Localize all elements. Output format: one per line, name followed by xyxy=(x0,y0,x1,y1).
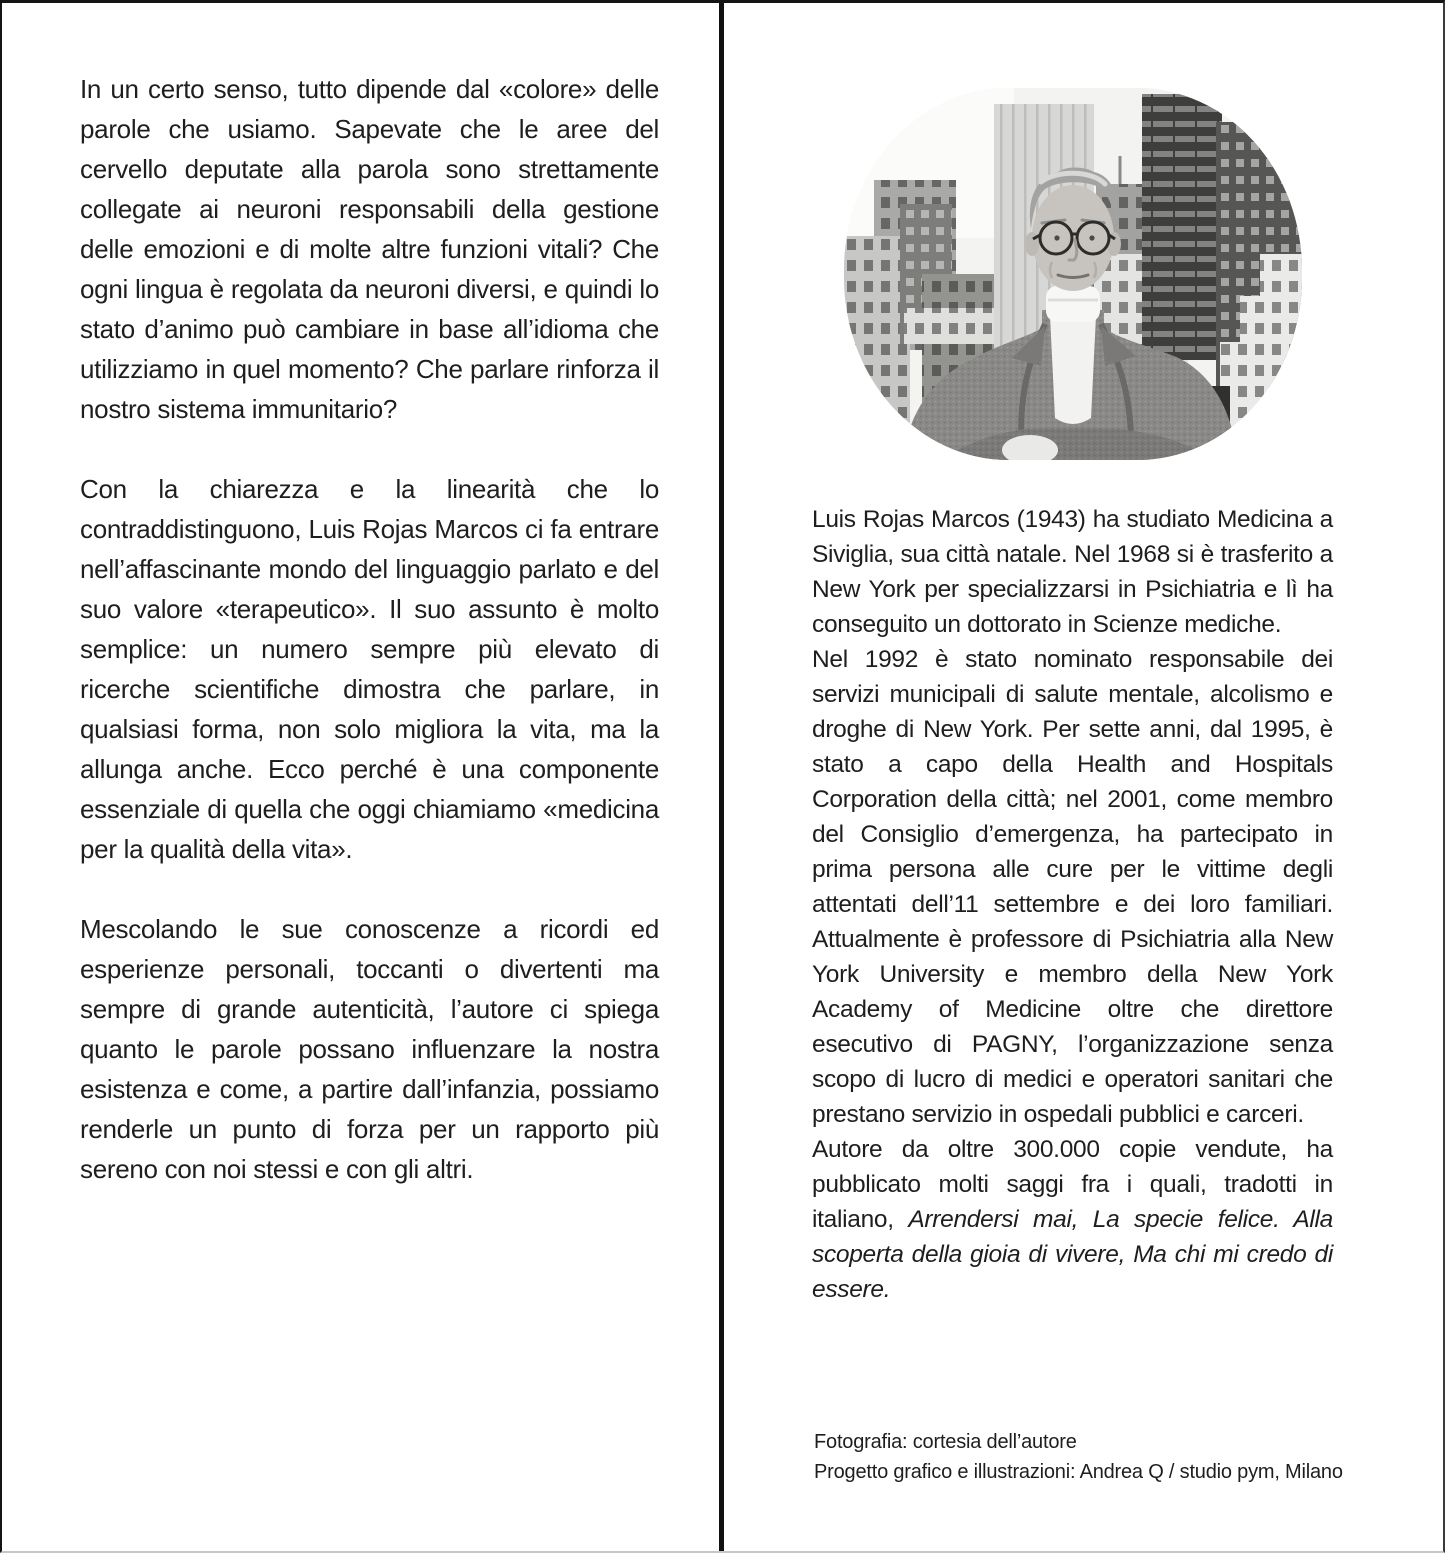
synopsis-paragraph-3: Mescolando le sue conoscenze a ricordi ed esperienze personali, toccanti o divertenti ma sempre di grande autenticità, l’autore ci spiega quanto le parole possano influenzare la nostra esistenza e come, a partire dall’infanzia, possiamo renderle un punto di forza per un rapporto più sereno con noi stessi e con gli altri. xyxy=(80,914,659,1184)
bio-paragraph-2: Nel 1992 è stato nominato responsabile dei servizi municipali di salute mentale, alcolismo e droghe di New York. Per sette anni, dal 1995, è stato a capo della Health and Hospitals Corporation della città; nel 2001, come membro del Consiglio d’emergenza, ha partecipato in prima persona alle cure per le vittime degli attentati dell’11 settembre e dei loro familiari. Attualmente è professore di Psichiatria alla New York University e membro della New York Academy of Medicine oltre che direttore esecutivo di PAGNY, l’organizzazione senza scopo di lucro di medici e operatori sanitari che prestano servizio in ospedali pubblici e carceri. xyxy=(812,646,1333,1128)
bio-paragraph-3-lead: Autore da oltre 300.000 copie vendute, ha pubblicato molti saggi fra i quali, tradotti in italiano, xyxy=(812,1136,1333,1233)
bio-paragraph-1: Luis Rojas Marcos (1943) ha studiato Medicina a Siviglia, sua città natale. Nel 1968 si è trasferito a New York per specializzarsi in Psichiatria e lì ha conseguito un dottorato in Scienze mediche. xyxy=(812,506,1333,638)
author-photo xyxy=(844,88,1302,460)
author-photo-illustration xyxy=(844,88,1302,460)
author-bio xyxy=(812,502,1333,1307)
bio-book-titles: Arrendersi mai, La specie felice. Alla scoperta della gioia di vivere, Ma chi mi credo di essere. xyxy=(812,1206,1333,1303)
synopsis-paragraph-2: Con la chiarezza e la linearità che lo contraddistinguono, Luis Rojas Marcos ci fa entrare nell’affascinante mondo del linguaggio parlato e del suo valore «terapeutico». Il suo assunto è molto semplice: un numero sempre più elevato di ricerche scientifiche dimostra che parlare, in qualsiasi forma, non solo migliora la vita, ma la allunga anche. Ecco perché è una componente essenziale di quella che oggi chiamiamo «medicina per la qualità della vita». xyxy=(80,474,659,864)
design-credit: Progetto grafico e illustrazioni: Andrea Q / studio pym, Milano xyxy=(814,1461,1343,1483)
credits-block xyxy=(814,1427,1343,1487)
photo-credit: Fotografia: cortesia dell’autore xyxy=(814,1431,1077,1453)
left-flap xyxy=(2,3,724,1551)
synopsis-paragraph-1: In un certo senso, tutto dipende dal «colore» delle parole che usiamo. Sapevate che le aree del cervello deputate alla parola sono strettamente collegate ai neuroni responsabili della gestione delle emozioni e di molte altre funzioni vitali? Che ogni lingua è regolata da neuroni diversi, e quindi lo stato d’animo può cambiare in base all’idioma che utilizziamo in quel momento? Che parlare rinforza il nostro sistema immunitario? xyxy=(80,74,659,424)
right-flap xyxy=(724,3,1443,1551)
bio-paragraph-3 xyxy=(812,1132,1333,1307)
